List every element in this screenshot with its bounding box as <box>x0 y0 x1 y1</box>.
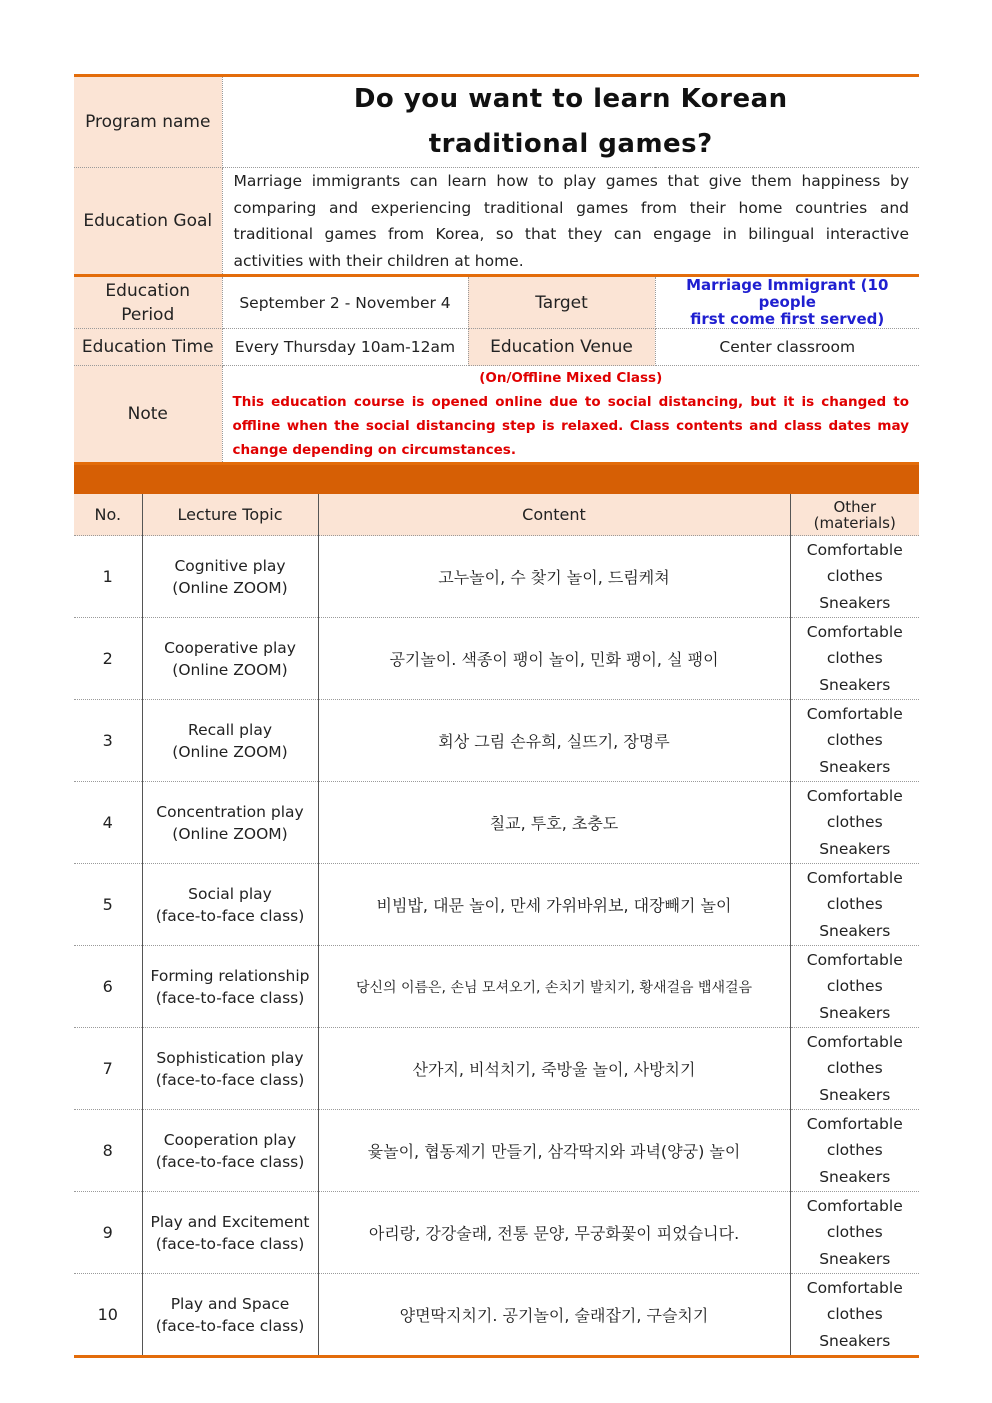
table-row <box>74 536 919 618</box>
topic-format: (face-to-face class) <box>155 1152 305 1171</box>
topic-format: (face-to-face class) <box>155 906 305 925</box>
row-content: 양면딱지치기. 공기놀이, 술래잡기, 구슬치기 <box>318 1274 790 1357</box>
table-row <box>74 1110 919 1192</box>
material-2: clothes <box>826 895 883 914</box>
row-materials <box>790 700 919 782</box>
topic-name: Cooperative play <box>164 638 296 657</box>
table-row <box>74 618 919 700</box>
program-info-table <box>74 74 919 465</box>
topic-name: Recall play <box>188 720 272 739</box>
target-value-line2: first come first served) <box>690 310 885 328</box>
material-1: Comfortable <box>806 540 903 559</box>
header-other-line2: (materials) <box>813 513 896 532</box>
row-number: 10 <box>74 1274 142 1357</box>
header-content: Content <box>318 494 790 536</box>
material-1: Comfortable <box>806 704 903 723</box>
material-3: Sneakers <box>819 675 891 694</box>
row-topic <box>142 946 318 1028</box>
row-materials <box>790 782 919 864</box>
material-3: Sneakers <box>819 1167 891 1186</box>
header-other <box>790 494 919 536</box>
topic-format: (Online ZOOM) <box>172 660 288 679</box>
topic-name: Cooperation play <box>163 1130 297 1149</box>
topic-name: Sophistication play <box>156 1048 304 1067</box>
material-3: Sneakers <box>819 1085 891 1104</box>
material-2: clothes <box>826 731 883 750</box>
education-goal-label: Education Goal <box>74 168 222 276</box>
material-3: Sneakers <box>819 839 891 858</box>
education-time-label: Education Time <box>74 329 222 366</box>
material-3: Sneakers <box>819 757 891 776</box>
row-materials <box>790 1274 919 1357</box>
row-topic <box>142 782 318 864</box>
material-3: Sneakers <box>819 1331 891 1350</box>
material-3: Sneakers <box>819 1003 891 1022</box>
note-text: This education course is opened online due to social distancing, but it is changed to offline when the social distancing step is relaxed. Class contents and class dates may change depending on circumstances. <box>232 394 909 458</box>
topic-format: (face-to-face class) <box>155 1070 305 1089</box>
row-number: 9 <box>74 1192 142 1274</box>
topic-format: (Online ZOOM) <box>172 824 288 843</box>
row-topic <box>142 536 318 618</box>
target-label: Target <box>468 276 655 329</box>
topic-name: Social play <box>188 884 272 903</box>
row-topic <box>142 1028 318 1110</box>
table-row <box>74 700 919 782</box>
schedule-header-row <box>74 494 919 536</box>
row-number: 3 <box>74 700 142 782</box>
row-topic <box>142 618 318 700</box>
note-heading: (On/Offline Mixed Class) <box>479 370 663 386</box>
education-time-row <box>74 329 919 366</box>
target-value-line1: Marriage Immigrant (10 people <box>686 276 889 311</box>
topic-format: (Online ZOOM) <box>172 578 288 597</box>
material-3: Sneakers <box>819 593 891 612</box>
header-other-line1: Other <box>833 497 877 516</box>
row-content: 아리랑, 강강술래, 전통 문양, 무궁화꽃이 피었습니다. <box>318 1192 790 1274</box>
table-row <box>74 946 919 1028</box>
education-goal-text: Marriage immigrants can learn how to play games that give them happiness by comparing and experiencing traditional games from their home countries and traditional games from Korea, so that they can engage in bilingual interactive activities with their children at home. <box>222 168 919 276</box>
material-2: clothes <box>826 813 883 832</box>
row-number: 8 <box>74 1110 142 1192</box>
education-venue-label: Education Venue <box>468 329 655 366</box>
row-materials <box>790 1028 919 1110</box>
table-row <box>74 782 919 864</box>
row-content: 공기놀이. 색종이 팽이 놀이, 민화 팽이, 실 팽이 <box>318 618 790 700</box>
material-2: clothes <box>826 1223 883 1242</box>
education-period-label-line2: Period <box>121 304 175 325</box>
program-name-row <box>74 76 919 168</box>
topic-format: (face-to-face class) <box>155 1234 305 1253</box>
row-number: 7 <box>74 1028 142 1110</box>
note-label: Note <box>74 366 222 464</box>
row-content: 회상 그림 손유희, 실뜨기, 장명루 <box>318 700 790 782</box>
table-row <box>74 1028 919 1110</box>
program-title: Do you want to learn Korean traditional games? <box>222 76 919 168</box>
row-content: 윷놀이, 협동제기 만들기, 삼각딱지와 과녁(양궁) 놀이 <box>318 1110 790 1192</box>
topic-format: (face-to-face class) <box>155 1316 305 1335</box>
material-2: clothes <box>826 977 883 996</box>
row-number: 2 <box>74 618 142 700</box>
row-topic <box>142 700 318 782</box>
material-1: Comfortable <box>806 1114 903 1133</box>
target-value <box>655 276 919 329</box>
material-3: Sneakers <box>819 921 891 940</box>
topic-format: (Online ZOOM) <box>172 742 288 761</box>
schedule-table <box>74 494 919 1358</box>
material-1: Comfortable <box>806 868 903 887</box>
row-content: 칠교, 투호, 초충도 <box>318 782 790 864</box>
row-number: 5 <box>74 864 142 946</box>
header-no: No. <box>74 494 142 536</box>
header-topic: Lecture Topic <box>142 494 318 536</box>
section-divider-bar <box>74 465 919 494</box>
program-name-label: Program name <box>74 76 222 168</box>
note-row <box>74 366 919 464</box>
row-content: 산가지, 비석치기, 죽방울 놀이, 사방치기 <box>318 1028 790 1110</box>
program-document <box>74 74 919 1358</box>
material-2: clothes <box>826 1059 883 1078</box>
education-period-row <box>74 276 919 329</box>
row-number: 6 <box>74 946 142 1028</box>
material-2: clothes <box>826 649 883 668</box>
material-2: clothes <box>826 567 883 586</box>
table-row <box>74 1274 919 1357</box>
row-materials <box>790 536 919 618</box>
row-number: 1 <box>74 536 142 618</box>
material-1: Comfortable <box>806 1196 903 1215</box>
education-time-value: Every Thursday 10am-12am <box>222 329 468 366</box>
education-period-label <box>74 276 222 329</box>
topic-name: Play and Space <box>170 1294 290 1313</box>
material-1: Comfortable <box>806 622 903 641</box>
education-period-value: September 2 - November 4 <box>222 276 468 329</box>
material-2: clothes <box>826 1141 883 1160</box>
row-topic <box>142 864 318 946</box>
row-topic <box>142 1110 318 1192</box>
row-materials <box>790 1110 919 1192</box>
row-materials <box>790 1192 919 1274</box>
education-period-label-line1: Education <box>105 280 191 301</box>
row-materials <box>790 864 919 946</box>
table-row <box>74 1192 919 1274</box>
topic-format: (face-to-face class) <box>155 988 305 1007</box>
row-topic <box>142 1192 318 1274</box>
material-1: Comfortable <box>806 1032 903 1051</box>
material-1: Comfortable <box>806 950 903 969</box>
education-venue-value: Center classroom <box>655 329 919 366</box>
education-goal-row <box>74 168 919 276</box>
table-row <box>74 864 919 946</box>
row-topic <box>142 1274 318 1357</box>
topic-name: Concentration play <box>156 802 304 821</box>
material-1: Comfortable <box>806 786 903 805</box>
row-materials <box>790 946 919 1028</box>
note-cell <box>222 366 919 464</box>
row-content: 당신의 이름은, 손님 모셔오기, 손치기 발치기, 황새걸음 뱁새걸음 <box>318 946 790 1028</box>
material-2: clothes <box>826 1305 883 1324</box>
material-1: Comfortable <box>806 1278 903 1297</box>
row-materials <box>790 618 919 700</box>
material-3: Sneakers <box>819 1249 891 1268</box>
topic-name: Play and Excitement <box>150 1212 310 1231</box>
topic-name: Cognitive play <box>174 556 286 575</box>
row-content: 비빔밥, 대문 놀이, 만세 가위바위보, 대장빼기 놀이 <box>318 864 790 946</box>
row-number: 4 <box>74 782 142 864</box>
topic-name: Forming relationship <box>150 966 310 985</box>
row-content: 고누놀이, 수 찾기 놀이, 드림케쳐 <box>318 536 790 618</box>
